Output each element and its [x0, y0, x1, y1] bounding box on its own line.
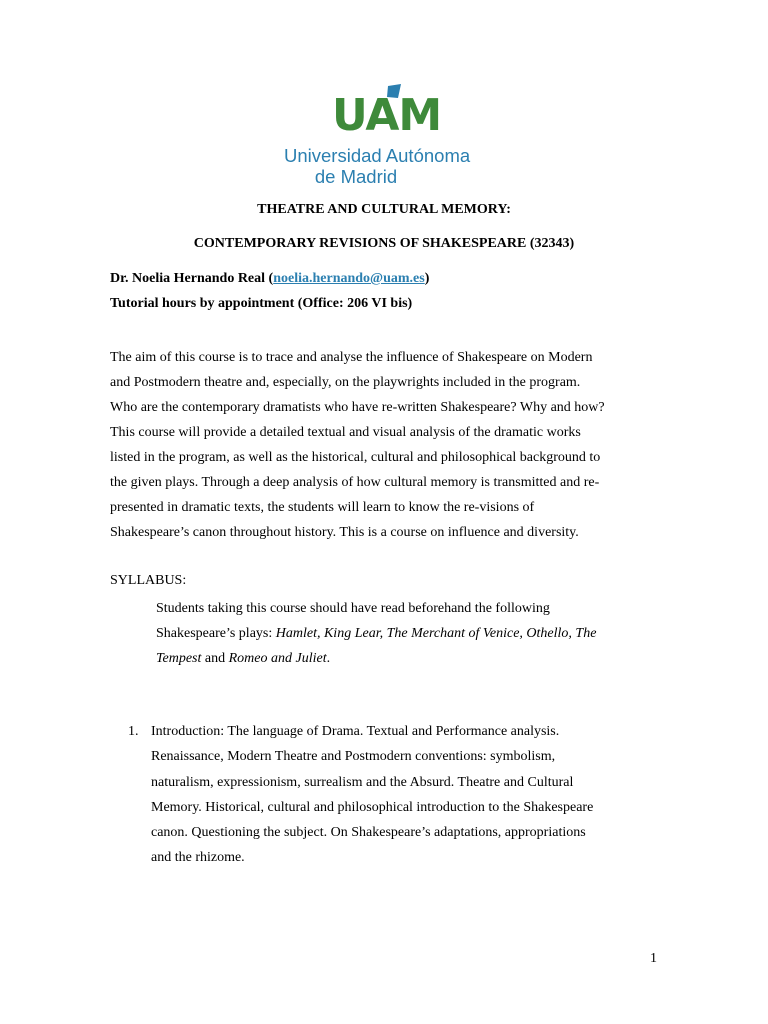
description-line: presented in dramatic texts, the students will learn to know the re-visions of: [110, 500, 535, 515]
tutorial-hours: Tutorial hours by appointment (Office: 206 VI bis): [110, 296, 413, 311]
prerequisites-line: [156, 646, 596, 671]
list-item-line: and the rhizome.: [151, 850, 245, 866]
instructor-name-close: ): [424, 271, 430, 286]
description-line: Shakespeare’s canon throughout history. This is a course on influence and diversity.: [110, 525, 579, 540]
list-item-number: 1.: [128, 724, 139, 739]
logo-abbreviation: UAM: [332, 90, 442, 141]
plays-list: Hamlet, King Lear, The Merchant of Venice, Othello, The: [275, 626, 597, 641]
logo-name-line1: Universidad Autónoma: [284, 145, 471, 166]
list-item-line: naturalism, expressionism, surrealism and the Absurd. Theatre and Cultural: [151, 774, 574, 790]
page-number: 1: [650, 951, 657, 966]
list-item-line: Renaissance, Modern Theatre and Postmodern conventions: symbolism,: [151, 749, 556, 765]
list-item-line: canon. Questioning the subject. On Shakespeare’s adaptations, appropriations: [151, 825, 586, 841]
list-item: [151, 719, 593, 871]
course-title-line2: CONTEMPORARY REVISIONS OF SHAKESPEARE (32343): [193, 236, 575, 251]
description-line: listed in the program, as well as the historical, cultural and philosophical background to: [110, 450, 601, 465]
period: .: [326, 651, 331, 666]
list-item-line: Introduction: The language of Drama. Textual and Performance analysis.: [151, 724, 560, 739]
instructor-email-link[interactable]: noelia.hernando@uam.es: [273, 271, 425, 286]
syllabus-heading: SYLLABUS:: [110, 573, 187, 588]
instructor-line: [110, 270, 429, 288]
description-line: and Postmodern theatre and, especially, on the playwrights included in the program.: [110, 375, 581, 390]
syllabus-prerequisites: [156, 596, 596, 671]
description-line: The aim of this course is to trace and analyse the influence of Shakespeare on Modern: [110, 350, 593, 365]
conjunction: and: [201, 651, 229, 666]
prerequisites-line: Students taking this course should have read beforehand the following: [156, 601, 550, 616]
description-line: This course will provide a detailed textual and visual analysis of the dramatic works: [110, 425, 581, 440]
prerequisites-line: [156, 621, 596, 646]
logo-name-line2: de Madrid: [314, 166, 398, 187]
instructor-name: Dr. Noelia Hernando Real (: [110, 271, 274, 286]
course-title-line1: THEATRE AND CULTURAL MEMORY:: [257, 202, 511, 217]
university-logo: [284, 84, 484, 188]
plays-label: Shakespeare’s plays:: [156, 626, 276, 641]
play-title: Tempest: [156, 651, 202, 666]
description-line: the given plays. Through a deep analysis of how cultural memory is transmitted and re-: [110, 475, 600, 490]
play-title: Romeo and Juliet: [228, 651, 327, 666]
list-item-line: Memory. Historical, cultural and philosophical introduction to the Shakespeare: [151, 799, 594, 815]
course-description: [110, 345, 662, 545]
description-line: Who are the contemporary dramatists who have re-written Shakespeare? Why and how?: [110, 400, 605, 415]
